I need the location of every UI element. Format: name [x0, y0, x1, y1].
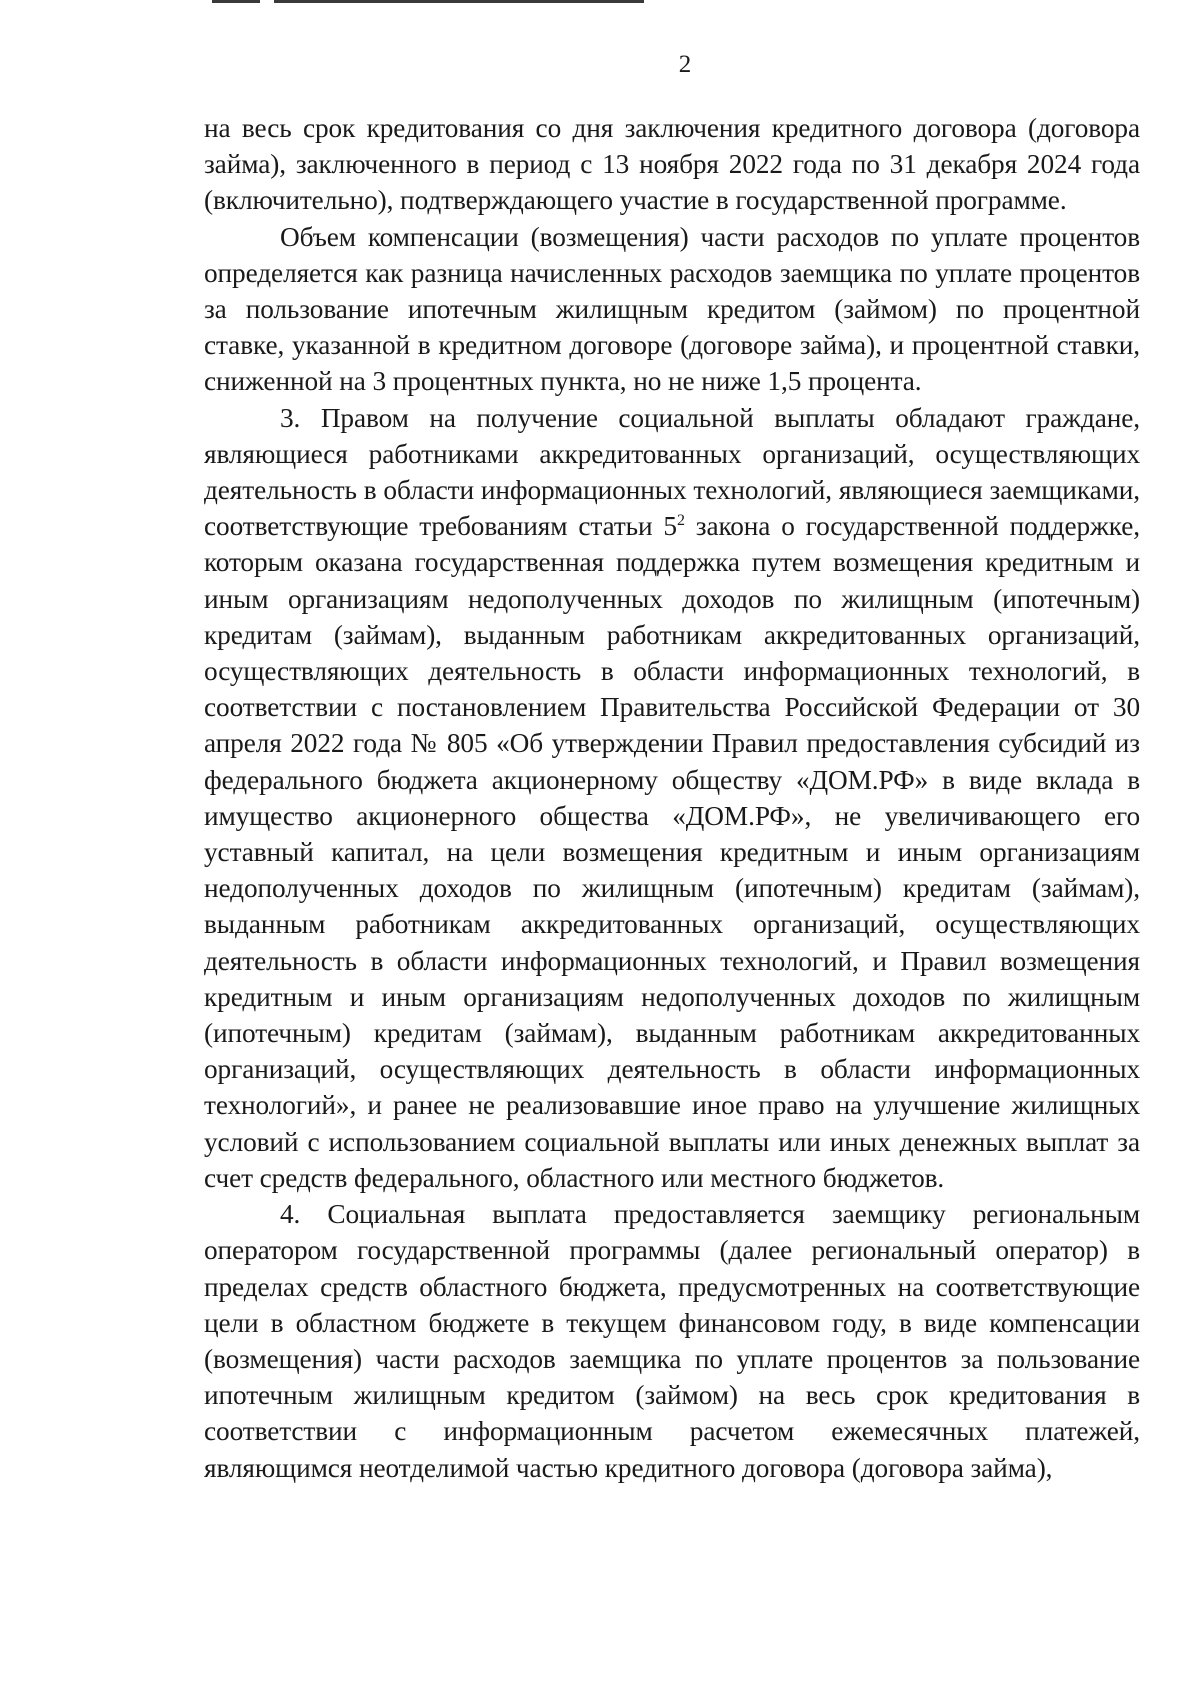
paragraph-continuation: на весь срок кредитования со дня заключения кредитного договора (договора займа), заключенного в период с 13 ноября 2022 года по 31 декабря 2024 года (включительно), подтверждающего участие в государственной программе.: [204, 113, 1140, 216]
paragraph-item-4: 4. Социальная выплата предоставляется заемщику региональным оператором государственной программы (далее региональный оператор) в пределах средств областного бюджета, предусмотренных на соответствующие цели в областном бюджете в текущем финансовом году, в виде компенсации (возмещения) части расходов заемщика по уплате процентов за пользование ипотечным жилищным кредитом (займом) на весь срок кредитования в соответствии с информационным расчетом ежемесячных платежей, являющимся неотделимой частью кредитного договора (договора займа),: [204, 1199, 1140, 1483]
document-body: [204, 110, 1140, 1486]
paragraph-compensation-volume: Объем компенсации (возмещения) части расходов по уплате процентов определяется как разница начисленных расходов заемщика по уплате процентов за пользование ипотечным жилищным кредитом (займом) по процентной ставке, указанной в кредитном договоре (договоре займа), и процентной ставки, сниженной на 3 процентных пункта, но не ниже 1,5 процента.: [204, 221, 1140, 397]
paragraph-item-3: [204, 400, 1140, 1196]
item-3-text-before: 3. Правом на получение социальной выплаты обладают граждане, являющиеся работниками аккредитованных организаций, осуществляющих деятельность в области информационных технологий, являющиеся заемщиками, соответствующие требованиям статьи 5: [204, 402, 1140, 542]
top-rule-line: [212, 0, 644, 3]
item-3-text-after: закона о государственной поддержке, которым оказана государственная поддержка путем возмещения кредитным и иным организациям недополученных доходов по жилищным (ипотечным) кредитам (займам), выданным работникам аккредитованных организаций, осуществляющих деятельность в области информационных технологий, в соответствии с постановлением Правительства Российской Федерации от 30 апреля 2022 года № 805 «Об утверждении Правил предоставления субсидий из федерального бюджета акционерному обществу «ДОМ.РФ» в виде вклада в имущество акционерного общества «ДОМ.РФ», не увеличивающего его уставный капитал, на цели возмещения кредитным и иным организациям недополученных доходов по жилищным (ипотечным) кредитам (займам), выданным работникам аккредитованных организаций, осуществляющих деятельность в области информационных технологий, и Правил возмещения кредитным и иным организациям недополученных доходов по жилищным (ипотечным) кредитам (займам), выданным работникам аккредитованных организаций, осуществляющих деятельность в области информационных технологий», и ранее не реализовавшие иное право на улучшение жилищных условий с использованием социальной выплаты или иных денежных выплат за счет средств федерального, областного или местного бюджетов.: [204, 511, 1140, 1193]
article-superscript: 2: [676, 512, 685, 530]
page-number: 2: [678, 51, 692, 78]
